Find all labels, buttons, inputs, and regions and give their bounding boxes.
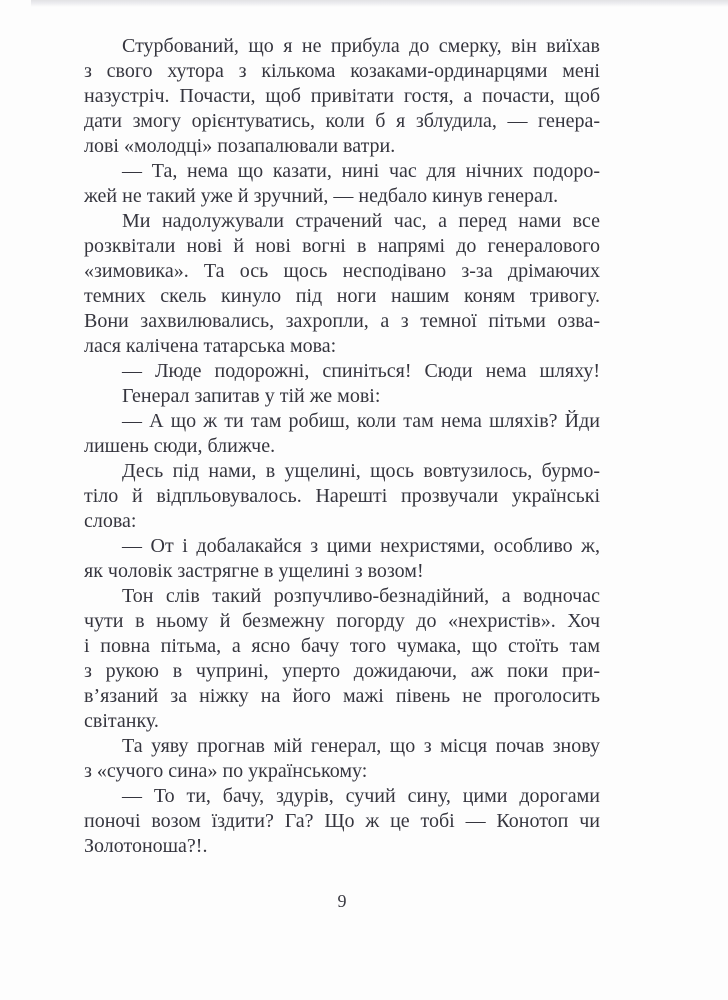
- text-line: лася калічена татарська мова:: [84, 335, 337, 357]
- text-line: — От і добалакайся з цими нехристями, особливо ж,: [122, 535, 600, 557]
- text-line: лові «молодці» позапалювали ватри.: [84, 135, 396, 157]
- text-line: з свого хутора з кількома козаками-ординарцями мені: [84, 60, 600, 82]
- text-line: назустріч. Почасти, щоб привітати гостя, а почасти, щоб: [84, 85, 600, 107]
- text-line: Ми надолужували страчений час, а перед нами все: [122, 210, 600, 232]
- page-number: 9: [337, 891, 347, 911]
- page-text-block: [84, 34, 600, 859]
- text-line: Та уяву прогнав мій генерал, що з місця почав знову: [122, 735, 600, 757]
- text-line: з рукою в чуприні, уперто дожидаючи, аж поки при-: [84, 660, 600, 682]
- text-line: в’язаний за ніжку на його мажі півень не проголосить: [84, 685, 600, 707]
- text-line: — То ти, бачу, здурів, сучий сину, цими дорогами: [122, 785, 600, 807]
- page-top-edge-shadow: [31, 0, 728, 7]
- text-line: жей не такий уже й зручний, — недбало кинув генерал.: [84, 185, 559, 207]
- text-line: чути в ньому й безмежну погорду до «нехристів». Хоч: [84, 610, 600, 632]
- text-line: Вони захвилювались, захропли, а з темної пітьми озва-: [84, 310, 600, 332]
- text-line: — Та, нема що казати, нині час для нічних подоро-: [122, 160, 600, 182]
- text-line: Генерал запитав у тій же мові:: [122, 385, 381, 407]
- text-line: поночі возом їздити? Га? Що ж це тобі — Конотоп чи: [84, 810, 600, 832]
- text-line: слова:: [84, 510, 137, 532]
- text-line: Десь під нами, в ущелині, щось вовтузилось, бурмо-: [122, 460, 600, 482]
- text-line: — А що ж ти там робиш, коли там нема шляхів? Йди: [122, 410, 600, 432]
- text-line: Стурбований, що я не прибула до смерку, він виїхав: [122, 35, 600, 57]
- text-line: — Люде подорожні, спиніться! Сюди нема шляху!: [122, 360, 600, 382]
- text-line: і повна пітьма, а ясно бачу того чумака, що стоїть там: [84, 635, 600, 657]
- text-line: як чоловік застрягне в ущелині з возом!: [84, 560, 424, 582]
- text-line: світанку.: [84, 710, 159, 732]
- text-line: розквітали нові й нові вогні в напрямі до генералового: [84, 235, 600, 257]
- text-line: темних скель кинуло під ноги нашим коням тривогу.: [84, 285, 600, 307]
- text-line: Тон слів такий розпучливо-безнадійний, а водночас: [122, 585, 600, 607]
- text-line: лишень сюди, ближче.: [84, 435, 276, 457]
- text-line: «зимовика». Та ось щось несподівано з-за дрімаючих: [84, 260, 600, 282]
- text-line: тіло й відпльовувалось. Нарешті прозвучали українські: [84, 485, 600, 507]
- text-line: Золотоноша?!.: [84, 835, 208, 857]
- text-line: з «сучого сина» по українському:: [84, 760, 368, 782]
- text-line: дати змогу орієнтуватись, коли б я зблудила, — генера-: [84, 110, 600, 132]
